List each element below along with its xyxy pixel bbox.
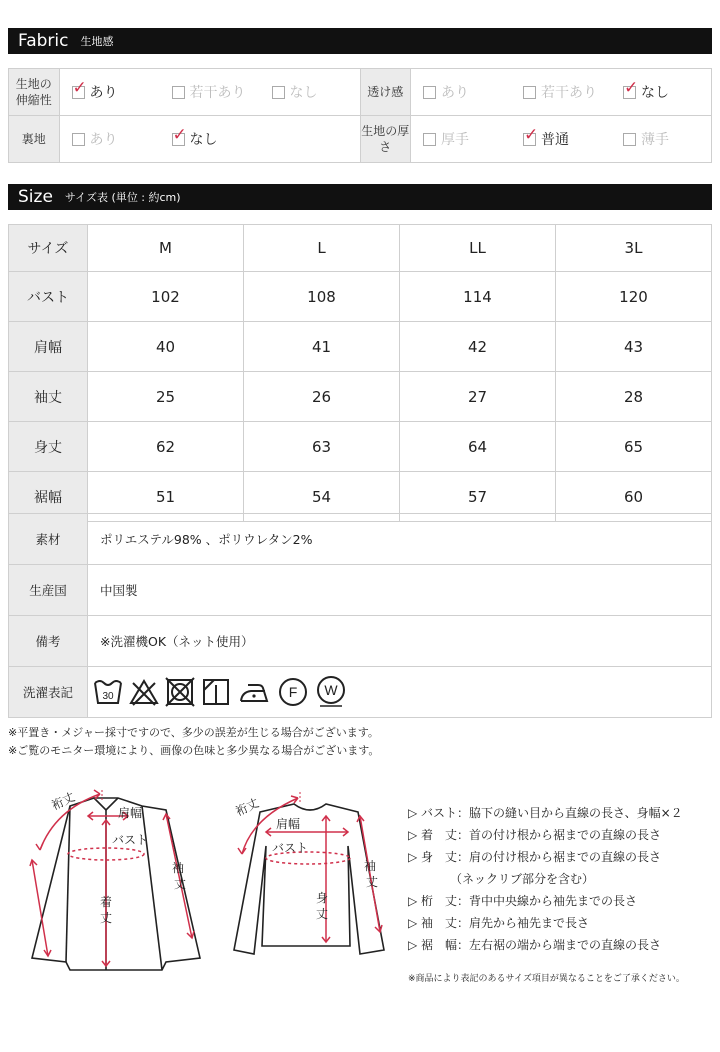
lining-option (72, 129, 160, 149)
legend-item: ▷ 着 丈：首の付け根から裾までの直線の長さ (408, 828, 662, 842)
size-cell: 26 (244, 372, 400, 422)
table-row (9, 565, 712, 616)
sheer-option-label: 若干あり (541, 85, 597, 101)
sheer-option (423, 82, 511, 102)
wash-temp-text: 30 (102, 691, 114, 702)
checkbox-icon (172, 86, 185, 99)
stretch-option (172, 82, 260, 102)
row-label: 肩幅 (9, 322, 88, 372)
size-cell: 42 (400, 322, 556, 372)
thickness-options (411, 116, 712, 163)
size-cell: 65 (556, 422, 712, 472)
thickness-option-label: 普通 (541, 132, 569, 148)
diagram1-length-label-2: 丈 (100, 911, 113, 925)
checkbox-icon (423, 86, 436, 99)
size-cell: 102 (88, 272, 244, 322)
diagram1-yuki-label: 裄丈 (49, 789, 78, 813)
fabric-title: Fabric (18, 31, 69, 51)
diagram1-sleeve-label-1: 袖 (172, 861, 185, 875)
checked-checkbox-icon (172, 124, 187, 146)
checkbox-icon (72, 133, 85, 146)
table-row (9, 272, 712, 322)
diagram2-bust-label: バスト (272, 841, 309, 855)
material-value: ポリエステル98% 、ポリウレタン2% (88, 514, 712, 565)
size-cell: LL (400, 225, 556, 272)
row-label: 袖丈 (9, 372, 88, 422)
wet-clean-w-icon (315, 675, 347, 709)
size-cell: 54 (244, 472, 400, 522)
size-cell: M (88, 225, 244, 272)
tshirt-diagram (220, 770, 400, 980)
diagram1-sleeve-label-2: 丈 (174, 877, 187, 891)
fabric-section-header (8, 28, 712, 54)
footnote: ※商品により表記のあるサイズ項目が異なることをご了承ください。 (408, 974, 685, 984)
row-label: サイズ (9, 225, 88, 272)
svg-text:W: W (324, 682, 338, 698)
size-table (8, 224, 712, 522)
legend-item: ▷ バスト：脇下の縫い目から直線の長さ、身幅×２ (408, 806, 683, 820)
size-cell: L (244, 225, 400, 272)
legend-item: ▷ 桁 丈：背中中央線から袖先までの長さ (408, 894, 638, 908)
sheer-option-label: なし (641, 85, 669, 101)
checkbox-icon (423, 133, 436, 146)
table-row (9, 322, 712, 372)
note-1: ※平置き・メジャー採寸ですので、多少の誤差が生じる場合がございます。 (8, 726, 379, 739)
size-cell: 63 (244, 422, 400, 472)
info-table (8, 513, 712, 718)
thickness-label: 生地の厚さ (360, 116, 411, 163)
diagram1-shoulder-label: 肩幅 (118, 806, 143, 820)
sheer-option (523, 82, 611, 102)
row-label: バスト (9, 272, 88, 322)
lining-option-label: なし (189, 132, 218, 148)
lining-option (172, 124, 260, 149)
size-cell: 62 (88, 422, 244, 472)
legend-item: ▷ 裾 幅：左右裾の端から端までの直線の長さ (408, 938, 662, 952)
thickness-option-label: 厚手 (441, 132, 469, 148)
size-cell: 51 (88, 472, 244, 522)
no-tumble-dry-icon (165, 677, 195, 707)
note-2: ※ご覧のモニター環境により、画像の色味と多少異なる場合がございます。 (8, 744, 380, 757)
diagram1-bust-label: バスト (112, 833, 149, 847)
stretch-option (272, 82, 360, 102)
checked-checkbox-icon (623, 77, 639, 99)
diagram2-sleeve-label-1: 袖 (364, 859, 377, 873)
sheer-option-label: あり (441, 85, 469, 101)
stretch-options (59, 69, 360, 116)
checkbox-icon (523, 86, 536, 99)
checked-checkbox-icon (523, 124, 539, 146)
lining-options (59, 116, 360, 163)
size-section-header (8, 184, 712, 210)
care-icons (88, 667, 712, 718)
jacket-diagram (10, 770, 210, 980)
fabric-table (8, 68, 712, 163)
lining-option-label: あり (89, 132, 118, 148)
size-cell: 60 (556, 472, 712, 522)
no-bleach-icon (129, 677, 159, 707)
svg-text:F: F (288, 684, 298, 700)
checkmark-icon: ✓ (624, 77, 639, 98)
table-row (9, 616, 712, 667)
table-row (9, 422, 712, 472)
diagram2-sleeve-label-2: 丈 (366, 875, 379, 889)
size-cell: 25 (88, 372, 244, 422)
size-subtitle: サイズ表 (単位 : 約cm) (64, 191, 181, 204)
checkbox-icon (272, 86, 285, 99)
checked-checkbox-icon (72, 77, 87, 99)
size-cell: 40 (88, 322, 244, 372)
dry-clean-f-icon (277, 676, 309, 708)
size-cell: 57 (400, 472, 556, 522)
legend-item: ▷ 袖 丈：肩先から袖先まで長さ (408, 916, 590, 930)
thickness-option (523, 124, 611, 149)
wash-30-icon (93, 677, 123, 707)
stretch-option-label: 若干あり (189, 85, 246, 101)
table-row (9, 372, 712, 422)
thickness-option (423, 129, 511, 149)
sheer-options (411, 69, 712, 116)
size-cell: 41 (244, 322, 400, 372)
row-label: 裾幅 (9, 472, 88, 522)
diagram2-shoulder-label: 肩幅 (276, 817, 301, 831)
diagram2-length-label-2: 丈 (316, 907, 329, 921)
size-cell: 3L (556, 225, 712, 272)
lining-label: 裏地 (9, 116, 60, 163)
size-cell: 114 (400, 272, 556, 322)
thickness-option (623, 129, 711, 149)
legend-item: （ネックリブ部分を含む） (408, 872, 595, 886)
checkmark-icon: ✓ (72, 77, 87, 98)
sheer-option (623, 77, 711, 102)
iron-low-icon (237, 677, 271, 707)
table-row (9, 514, 712, 565)
care-label: 洗濯表記 (9, 667, 88, 718)
size-header-row (9, 225, 712, 272)
origin-label: 生産国 (9, 565, 88, 616)
size-cell: 27 (400, 372, 556, 422)
diagram1-length-label-1: 着 (100, 895, 113, 909)
checkmark-icon: ✓ (172, 124, 187, 145)
sheer-label: 透け感 (360, 69, 411, 116)
checkmark-icon: ✓ (524, 124, 539, 145)
size-cell: 120 (556, 272, 712, 322)
table-row (9, 667, 712, 718)
size-title: Size (18, 187, 53, 207)
stretch-option-label: なし (289, 85, 318, 101)
row-label: 身丈 (9, 422, 88, 472)
stretch-option-label: あり (89, 85, 118, 101)
origin-value: 中国製 (88, 565, 712, 616)
material-label: 素材 (9, 514, 88, 565)
fabric-subtitle: 生地感 (80, 35, 114, 48)
size-cell: 108 (244, 272, 400, 322)
legend-item: ▷ 身 丈：肩の付け根から裾までの直線の長さ (408, 850, 662, 864)
line-dry-shade-icon (201, 677, 231, 707)
diagram2-yuki-label: 裄丈 (233, 795, 262, 819)
remarks-label: 備考 (9, 616, 88, 667)
stretch-option (72, 77, 160, 102)
measurement-legend (408, 802, 683, 956)
size-cell: 43 (556, 322, 712, 372)
size-cell: 28 (556, 372, 712, 422)
checkbox-icon (623, 133, 636, 146)
diagram2-length-label-1: 身 (316, 891, 329, 905)
size-cell: 64 (400, 422, 556, 472)
thickness-option-label: 薄手 (641, 132, 669, 148)
stretch-label: 生地の 伸縮性 (9, 69, 60, 116)
remarks-value: ※洗濯機OK（ネット使用） (88, 616, 712, 667)
